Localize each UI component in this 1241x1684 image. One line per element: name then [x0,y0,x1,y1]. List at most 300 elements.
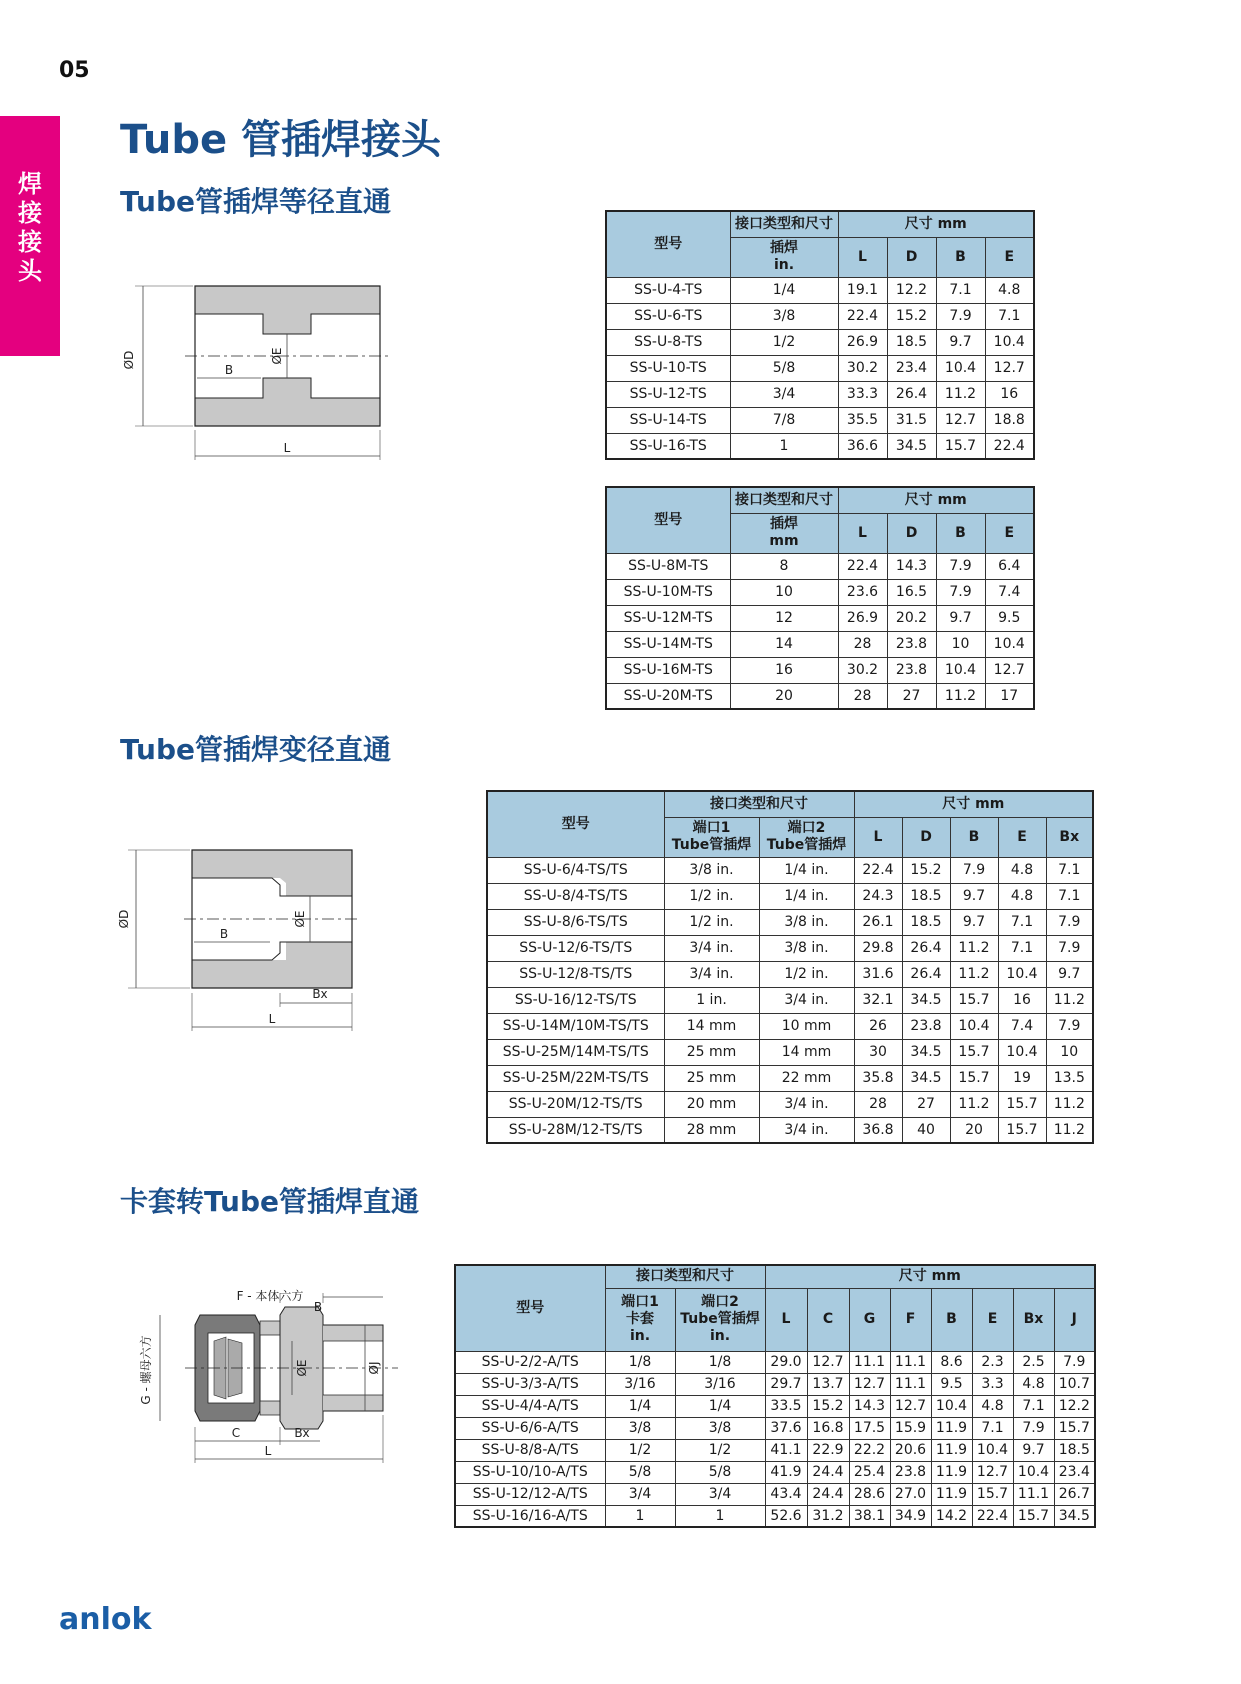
table-row [487,1117,1093,1143]
table-row [455,1505,1095,1527]
value-cell: 3/8 in. [664,857,759,883]
value-cell: 31.6 [854,961,902,987]
value-cell: 3/4 [605,1483,675,1505]
value-cell: 10.4 [998,961,1046,987]
value-cell: 15.2 [807,1395,849,1417]
value-cell: 26.4 [887,381,936,407]
header-dim: 尺寸 mm [765,1265,1095,1288]
value-cell: 12.7 [807,1351,849,1373]
value-cell: 5/8 [730,355,838,381]
table-row [606,631,1034,657]
table-row [487,909,1093,935]
header-col-b: B [950,817,998,857]
header-port: 接口类型和尺寸 [664,791,854,817]
side-char: 接 [18,199,42,227]
value-cell: 32.1 [854,987,902,1013]
value-cell: 26.9 [838,605,887,631]
header-port1 [664,817,759,857]
value-cell: 3/4 in. [664,935,759,961]
header-socket-weld-unit: mm [769,533,799,549]
value-cell: 7.9 [1046,1013,1093,1039]
value-cell: 22 mm [759,1065,854,1091]
value-cell: 15.2 [902,857,950,883]
model-cell: SS-U-16M-TS [606,657,730,683]
value-cell: 22.4 [838,303,887,329]
value-cell: 2.3 [972,1351,1013,1373]
label-l: L [268,1012,276,1026]
value-cell: 13.7 [807,1373,849,1395]
model-cell: SS-U-8/6-TS/TS [487,909,664,935]
model-cell: SS-U-6/4-TS/TS [487,857,664,883]
value-cell: 52.6 [765,1505,807,1527]
value-cell: 12.7 [985,657,1034,683]
value-cell: 41.1 [765,1439,807,1461]
value-cell: 7.1 [1046,883,1093,909]
value-cell: 1 in. [664,987,759,1013]
value-cell: 41.9 [765,1461,807,1483]
table-row [487,883,1093,909]
value-cell: 20.6 [890,1439,931,1461]
header-col-d: D [902,817,950,857]
page-number: 05 [59,58,90,83]
model-cell: SS-U-6-TS [606,303,730,329]
header-model: 型号 [606,487,730,553]
ferrule-to-tube-drawing [130,1285,405,1470]
value-cell: 17.5 [849,1417,890,1439]
value-cell: 7.9 [1046,909,1093,935]
model-cell: SS-U-4/4-A/TS [455,1395,605,1417]
value-cell: 7.9 [936,553,985,579]
section-title-reducing-union: Tube管插焊变径直通 [120,733,391,766]
value-cell: 23.8 [887,657,936,683]
table-row [455,1395,1095,1417]
value-cell: 11.2 [950,935,998,961]
value-cell: 11.9 [931,1461,972,1483]
value-cell: 3/4 in. [759,987,854,1013]
value-cell: 7.1 [1013,1395,1054,1417]
ferrule-to-tube-body [455,1351,1095,1527]
label-c: C [231,1426,241,1440]
value-cell: 4.8 [985,277,1034,303]
value-cell: 10 [1046,1039,1093,1065]
model-cell: SS-U-8M-TS [606,553,730,579]
value-cell: 10.4 [998,1039,1046,1065]
value-cell: 3/4 in. [759,1117,854,1143]
model-cell: SS-U-12/6-TS/TS [487,935,664,961]
value-cell: 3/8 in. [759,909,854,935]
label-f: F - 本体六方 [236,1289,304,1303]
header-col-g: G [849,1288,890,1351]
value-cell: 1/8 [605,1351,675,1373]
model-cell: SS-U-28M/12-TS/TS [487,1117,664,1143]
model-cell: SS-U-16/12-TS/TS [487,987,664,1013]
value-cell: 11.2 [950,961,998,987]
value-cell: 11.1 [849,1351,890,1373]
value-cell: 30 [854,1039,902,1065]
value-cell: 1/2 [675,1439,765,1461]
section-title-ferrule-to-tube: 卡套转Tube管插焊直通 [120,1185,419,1218]
table-row [606,407,1034,433]
value-cell: 6.4 [985,553,1034,579]
value-cell: 11.1 [890,1373,931,1395]
header-col-e: E [998,817,1046,857]
value-cell: 28 [854,1091,902,1117]
side-char: 焊 [18,170,42,198]
value-cell: 23.8 [902,1013,950,1039]
model-cell: SS-U-2/2-A/TS [455,1351,605,1373]
header-port1-label: 端口1 [692,820,731,836]
value-cell: 16 [998,987,1046,1013]
model-cell: SS-U-25M/22M-TS/TS [487,1065,664,1091]
value-cell: 20 [730,683,838,709]
header-col-bx: Bx [1013,1288,1054,1351]
table-row [487,857,1093,883]
value-cell: 10.4 [936,657,985,683]
value-cell: 9.7 [936,329,985,355]
table-row [487,1065,1093,1091]
value-cell: 7.9 [1046,935,1093,961]
value-cell: 7.1 [1046,857,1093,883]
table-row [606,553,1034,579]
value-cell: 10 [936,631,985,657]
label-b: B [219,927,229,941]
table-row [455,1417,1095,1439]
value-cell: 11.2 [936,683,985,709]
table-row [606,433,1034,459]
value-cell: 1/4 [605,1395,675,1417]
value-cell: 37.6 [765,1417,807,1439]
model-cell: SS-U-14-TS [606,407,730,433]
value-cell: 28 [838,683,887,709]
value-cell: 10.7 [1054,1373,1095,1395]
model-cell: SS-U-4-TS [606,277,730,303]
value-cell: 34.5 [902,1039,950,1065]
header-port1 [605,1288,675,1351]
value-cell: 18.5 [902,909,950,935]
side-char: 头 [18,257,42,285]
model-cell: SS-U-10-TS [606,355,730,381]
value-cell: 15.7 [950,1039,998,1065]
value-cell: 30.2 [838,355,887,381]
header-socket-weld-unit: in. [773,257,795,273]
value-cell: 26 [854,1013,902,1039]
value-cell: 29.8 [854,935,902,961]
value-cell: 5/8 [675,1461,765,1483]
model-cell: SS-U-25M/14M-TS/TS [487,1039,664,1065]
value-cell: 4.8 [998,857,1046,883]
value-cell: 1/4 [730,277,838,303]
header-col-e: E [985,513,1034,553]
value-cell: 7.1 [998,935,1046,961]
table-row [606,605,1034,631]
header-dim: 尺寸 mm [854,791,1093,817]
value-cell: 18.5 [1054,1439,1095,1461]
table-row [455,1483,1095,1505]
value-cell: 14.2 [931,1505,972,1527]
value-cell: 9.7 [950,883,998,909]
header-col-c: C [807,1288,849,1351]
table-row [606,329,1034,355]
value-cell: 34.5 [902,987,950,1013]
value-cell: 12 [730,605,838,631]
model-cell: SS-U-12/8-TS/TS [487,961,664,987]
value-cell: 24.3 [854,883,902,909]
label-b: B [224,363,234,377]
value-cell: 20 [950,1117,998,1143]
header-model: 型号 [487,791,664,857]
label-oj: ØJ [367,1361,381,1375]
value-cell: 18.8 [985,407,1034,433]
value-cell: 3/8 [605,1417,675,1439]
brand-logo-text: anlok [59,1602,152,1637]
equal-union-drawing [122,280,395,465]
table-row [606,683,1034,709]
value-cell: 12.7 [890,1395,931,1417]
value-cell: 10.4 [950,1013,998,1039]
table-row [606,355,1034,381]
header-port2-unit: in. [709,1328,731,1344]
header-col-l: L [854,817,902,857]
label-od: ØD [122,350,136,370]
value-cell: 16 [985,381,1034,407]
value-cell: 11.2 [950,1091,998,1117]
value-cell: 24.4 [807,1461,849,1483]
value-cell: 3/4 in. [664,961,759,987]
label-bx: Bx [312,987,328,1001]
value-cell: 24.4 [807,1483,849,1505]
value-cell: 20.2 [887,605,936,631]
table-row [606,579,1034,605]
value-cell: 7.4 [998,1013,1046,1039]
value-cell: 22.4 [985,433,1034,459]
value-cell: 15.7 [972,1483,1013,1505]
value-cell: 10 [730,579,838,605]
value-cell: 26.9 [838,329,887,355]
value-cell: 7.1 [998,909,1046,935]
model-cell: SS-U-10/10-A/TS [455,1461,605,1483]
value-cell: 3/16 [605,1373,675,1395]
value-cell: 14.3 [887,553,936,579]
value-cell: 10.4 [931,1395,972,1417]
header-port2 [759,817,854,857]
value-cell: 27 [902,1091,950,1117]
value-cell: 13.5 [1046,1065,1093,1091]
value-cell: 15.7 [1013,1505,1054,1527]
label-oe: ØE [293,910,307,928]
value-cell: 22.9 [807,1439,849,1461]
header-port2-type: Tube管插焊 [680,1311,760,1327]
value-cell: 11.2 [1046,987,1093,1013]
value-cell: 15.7 [950,987,998,1013]
value-cell: 11.9 [931,1417,972,1439]
model-cell: SS-U-12M-TS [606,605,730,631]
value-cell: 1 [675,1505,765,1527]
section-title-equal-union: Tube管插焊等径直通 [120,185,391,218]
model-cell: SS-U-12-TS [606,381,730,407]
value-cell: 1/4 [675,1395,765,1417]
value-cell: 36.8 [854,1117,902,1143]
value-cell: 34.9 [890,1505,931,1527]
equal-union-metric-table [605,486,1035,710]
value-cell: 1/4 in. [759,883,854,909]
value-cell: 23.4 [887,355,936,381]
label-od: ØD [117,909,131,929]
value-cell: 10.4 [972,1439,1013,1461]
table-row [455,1461,1095,1483]
value-cell: 7.1 [985,303,1034,329]
value-cell: 15.7 [950,1065,998,1091]
table-row [487,1013,1093,1039]
value-cell: 1/4 in. [759,857,854,883]
model-cell: SS-U-8/4-TS/TS [487,883,664,909]
value-cell: 38.1 [849,1505,890,1527]
label-oe: ØE [295,1359,309,1377]
value-cell: 20 mm [664,1091,759,1117]
value-cell: 33.5 [765,1395,807,1417]
ferrule-to-tube-table [454,1264,1096,1528]
value-cell: 34.5 [902,1065,950,1091]
value-cell: 15.7 [1054,1417,1095,1439]
value-cell: 1/2 in. [759,961,854,987]
equal-union-inch-table [605,210,1035,460]
value-cell: 19 [998,1065,1046,1091]
header-dim: 尺寸 mm [838,487,1034,513]
value-cell: 31.5 [887,407,936,433]
value-cell: 16 [730,657,838,683]
header-port2-type: Tube管插焊 [766,837,847,853]
label-b: B [313,1300,323,1314]
value-cell: 18.5 [902,883,950,909]
header-col-d: D [887,237,936,277]
value-cell: 3/4 [675,1483,765,1505]
value-cell: 10.4 [985,329,1034,355]
header-model: 型号 [606,211,730,277]
value-cell: 3/4 [730,381,838,407]
value-cell: 14 mm [664,1013,759,1039]
value-cell: 34.5 [887,433,936,459]
header-port1-label: 端口1 [621,1294,659,1310]
value-cell: 15.9 [890,1417,931,1439]
value-cell: 3/16 [675,1373,765,1395]
value-cell: 11.9 [931,1483,972,1505]
table-row [455,1439,1095,1461]
header-model: 型号 [455,1265,605,1351]
header-dim: 尺寸 mm [838,211,1034,237]
value-cell: 16.5 [887,579,936,605]
value-cell: 7.1 [972,1417,1013,1439]
value-cell: 26.1 [854,909,902,935]
value-cell: 29.7 [765,1373,807,1395]
header-col-b: B [931,1288,972,1351]
value-cell: 1/2 in. [664,909,759,935]
model-cell: SS-U-14M-TS [606,631,730,657]
value-cell: 15.7 [998,1117,1046,1143]
value-cell: 3/8 [675,1417,765,1439]
header-col-e: E [972,1288,1013,1351]
header-port1-type: 卡套 [626,1311,654,1327]
header-port1-unit: in. [629,1328,651,1344]
reducing-union-table [486,790,1094,1144]
header-col-l: L [838,237,887,277]
value-cell: 1/2 [730,329,838,355]
model-cell: SS-U-16-TS [606,433,730,459]
header-socket-weld-top: 插焊 [770,240,798,256]
header-socket-weld [730,513,838,553]
value-cell: 14.3 [849,1395,890,1417]
value-cell: 10.4 [936,355,985,381]
table-row [455,1351,1095,1373]
model-cell: SS-U-20M/12-TS/TS [487,1091,664,1117]
value-cell: 11.9 [931,1439,972,1461]
value-cell: 4.8 [972,1395,1013,1417]
value-cell: 34.5 [1054,1505,1095,1527]
value-cell: 22.4 [854,857,902,883]
value-cell: 9.5 [931,1373,972,1395]
header-col-bx: Bx [1046,817,1093,857]
value-cell: 3/8 in. [759,935,854,961]
value-cell: 3.3 [972,1373,1013,1395]
value-cell: 14 [730,631,838,657]
value-cell: 11.2 [1046,1117,1093,1143]
value-cell: 25 mm [664,1039,759,1065]
model-cell: SS-U-3/3-A/TS [455,1373,605,1395]
header-col-d: D [887,513,936,553]
value-cell: 23.4 [1054,1461,1095,1483]
header-col-f: F [890,1288,931,1351]
value-cell: 33.3 [838,381,887,407]
header-col-e: E [985,237,1034,277]
header-col-l: L [838,513,887,553]
value-cell: 35.8 [854,1065,902,1091]
value-cell: 15.7 [936,433,985,459]
value-cell: 7.9 [936,579,985,605]
value-cell: 7/8 [730,407,838,433]
value-cell: 28 mm [664,1117,759,1143]
model-cell: SS-U-8-TS [606,329,730,355]
value-cell: 11.1 [890,1351,931,1373]
model-cell: SS-U-10M-TS [606,579,730,605]
value-cell: 12.2 [1054,1395,1095,1417]
header-port: 接口类型和尺寸 [730,487,838,513]
value-cell: 35.5 [838,407,887,433]
value-cell: 25.4 [849,1461,890,1483]
value-cell: 4.8 [998,883,1046,909]
value-cell: 17 [985,683,1034,709]
value-cell: 22.2 [849,1439,890,1461]
table-row [487,1039,1093,1065]
label-oe: ØE [270,347,284,365]
value-cell: 31.2 [807,1505,849,1527]
label-l: L [264,1444,272,1458]
value-cell: 8.6 [931,1351,972,1373]
value-cell: 40 [902,1117,950,1143]
value-cell: 3/8 [730,303,838,329]
value-cell: 12.7 [936,407,985,433]
label-g: G - 螺母六方 [139,1335,153,1405]
value-cell: 26.4 [902,961,950,987]
value-cell: 7.9 [950,857,998,883]
header-socket-weld-top: 插焊 [770,516,798,532]
side-category-label [0,170,60,286]
value-cell: 36.6 [838,433,887,459]
model-cell: SS-U-12/12-A/TS [455,1483,605,1505]
value-cell: 4.8 [1013,1373,1054,1395]
value-cell: 43.4 [765,1483,807,1505]
model-cell: SS-U-16/16-A/TS [455,1505,605,1527]
value-cell: 28.6 [849,1483,890,1505]
value-cell: 22.4 [838,553,887,579]
page-title: Tube 管插焊接头 [120,117,442,163]
